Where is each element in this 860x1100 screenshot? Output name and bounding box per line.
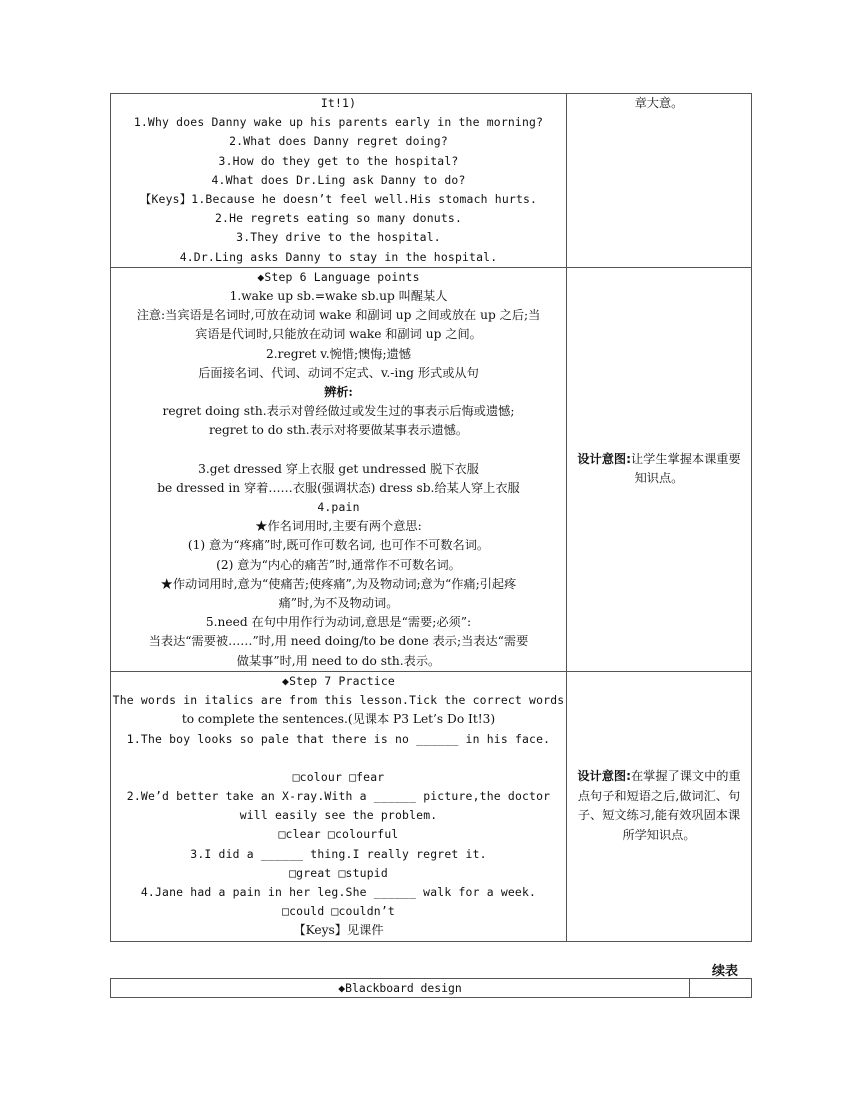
- text-line: to complete the sentences.(见课本 P3 Let’s Do It!3): [181, 712, 496, 727]
- text-line: 1.The boy looks so pale that there is no ______ in his face.: [126, 731, 551, 746]
- text-line: The words in italics are from this lesson.Tick the correct words: [112, 693, 565, 708]
- text-line: 3.How do they get to the hospital?: [218, 153, 459, 168]
- design-intent-label: 设计意图:: [577, 769, 631, 784]
- text-line: will easily see the problem.: [239, 808, 438, 823]
- text-line: (1) 意为“疼痛”时,既可作可数名词, 也可作不可数名词。: [187, 538, 490, 553]
- row2-note: [567, 450, 751, 489]
- text-line: 2.What does Danny regret doing?: [229, 134, 448, 149]
- text-line: 辨析:: [324, 385, 353, 400]
- text-line: It!1): [320, 96, 357, 110]
- row2-content-cell: [111, 267, 567, 671]
- text-line: 2.We’d better take an X-ray.With a ______ picture,the doctor: [126, 788, 551, 803]
- row2-note-cell: [567, 267, 752, 671]
- text-line: 【Keys】见课件: [293, 923, 384, 938]
- text-line: 3.get dressed 穿上衣服 get undressed 脱下衣服: [198, 461, 479, 476]
- design-intent-text: 让学生掌握本课重要知识点。: [630, 451, 741, 486]
- design-intent-text: 在掌握了课文中的重点句子和短语之后,做词汇、句子、短文练习,能有效巩固本课所学知识点。: [577, 769, 741, 842]
- text-line: □great □stupid: [289, 865, 388, 880]
- row1-note-cell: [567, 94, 752, 268]
- blackboard-design-title: ◆Blackboard design: [111, 979, 690, 998]
- text-line: 【Keys】1.Because he doesn’t feel well.His stomach hurts.: [139, 192, 538, 207]
- text-line: 注意:当宾语是名词时,可放在动词 wake 和副词 up 之间或放在 up 之后;当: [136, 308, 541, 323]
- text-line: 后面接名词、代词、动词不定式、v.-ing 形式或从句: [198, 365, 479, 380]
- row3-content-cell: [111, 671, 567, 941]
- text-line: ★作名词用时,主要有两个意思:: [255, 519, 422, 534]
- text-line: [111, 749, 566, 768]
- text-line: 宾语是代词时,只能放在动词 wake 和副词 up 之间。: [195, 327, 482, 342]
- lesson-plan-table: [110, 93, 752, 942]
- text-line: be dressed in 穿着……衣服(强调状态) dress sb.给某人穿上衣服: [157, 480, 520, 495]
- text-line: 3.I did a ______ thing.I really regret it.: [190, 846, 487, 861]
- text-line: regret to do sth.表示对将要做某事表示遗憾。: [208, 423, 469, 438]
- text-line: 4.Dr.Ling asks Danny to stay in the hospital.: [179, 249, 498, 264]
- row3-note: [567, 767, 751, 845]
- blackboard-empty-cell: [690, 979, 752, 998]
- design-intent-label: 设计意图:: [577, 451, 631, 466]
- text-line: □colour □fear: [292, 769, 385, 784]
- text-line: ★作动词用时,意为“使痛苦;使疼痛”,为及物动词;意为“作痛;引起疼: [160, 576, 517, 591]
- row1-lines: [111, 94, 566, 267]
- text-line: (2) 意为“内心的痛苦”时,通常作不可数名词。: [216, 557, 461, 572]
- text-line: 1.Why does Danny wake up his parents early in the morning?: [133, 115, 544, 130]
- row2-lines: [111, 287, 566, 671]
- text-line: 做某事”时,用 need to do sth.表示。: [236, 653, 441, 668]
- text-line: regret doing sth.表示对曾经做过或发生过的事表示后悔或遗憾;: [162, 404, 515, 419]
- text-line: 1.wake up sb.=wake sb.up 叫醒某人: [229, 289, 448, 304]
- table-row: [111, 267, 752, 671]
- row1-content-cell: [111, 94, 567, 268]
- text-line: 5.need 在句中用作行为动词,意思是“需要;必须”:: [205, 615, 472, 630]
- step7-title: ◆Step 7 Practice: [282, 673, 395, 688]
- text-line: 4.Jane had a pain in her leg.She ______ walk for a week.: [140, 884, 537, 899]
- text-line: 2.He regrets eating so many donuts.: [214, 211, 463, 226]
- table-row: [111, 671, 752, 941]
- blackboard-table: [110, 978, 752, 998]
- text-line: 当表达“需要被……”时,用 need doing/to be done 表示;当表达“需要: [148, 634, 529, 649]
- text-line: 4.pain: [317, 500, 360, 515]
- text-line: 2.regret v.惋惜;懊悔;遗憾: [266, 346, 411, 361]
- text-line: □clear □colourful: [278, 827, 399, 842]
- text-line: [111, 441, 566, 460]
- table-row: [111, 94, 752, 268]
- text-line: 4.What does Dr.Ling ask Danny to do?: [211, 172, 466, 187]
- text-line: 痛”时,为不及物动词。: [278, 596, 399, 611]
- continued-table-label: 续表: [712, 964, 739, 979]
- step6-title: ◆Step 6 Language points: [257, 269, 420, 284]
- text-line: 3.They drive to the hospital.: [236, 230, 441, 245]
- table-row: [111, 979, 752, 998]
- row1-note: 章大意。: [634, 96, 684, 110]
- row3-note-cell: [567, 671, 752, 941]
- row3-lines: [111, 691, 566, 940]
- text-line: □could □couldn’t: [282, 904, 395, 919]
